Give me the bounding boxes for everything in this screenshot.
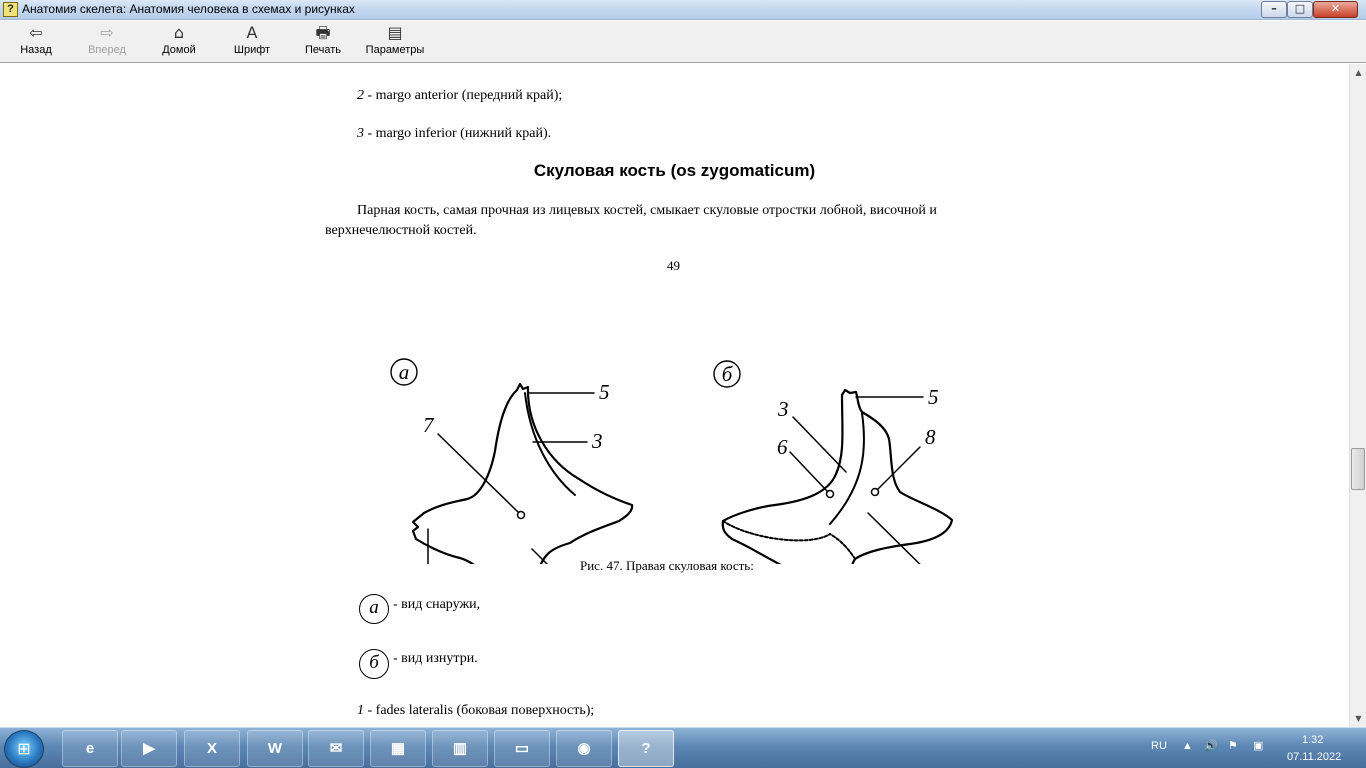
printer-icon: 🖶 <box>315 23 331 42</box>
label-b-6: 6 <box>777 435 788 459</box>
explorer-icon[interactable]: ▭ <box>494 730 550 767</box>
chrome-icon[interactable]: ◉ <box>556 730 612 767</box>
back-arrow-icon: ⇦ <box>29 23 43 42</box>
legend-text-a: - вид снаружи, <box>393 597 481 612</box>
list-item: 1 - fades lateralis (боковая поверхность); <box>357 703 595 718</box>
label-a-5: 5 <box>599 380 610 404</box>
media-player-icon[interactable]: ▶ <box>121 730 177 767</box>
help-icon[interactable]: ? <box>618 730 674 767</box>
scroll-thumb[interactable] <box>1351 448 1365 490</box>
list-item: 3 - margo inferior (нижний край). <box>357 126 552 141</box>
word-icon[interactable]: W <box>247 730 303 767</box>
forward-button[interactable]: ⇨ Вперед <box>77 23 137 61</box>
print-button[interactable]: 🖶 Печать <box>293 23 353 61</box>
scroll-up-icon[interactable]: ▲ <box>1355 68 1362 77</box>
home-icon: ⌂ <box>173 23 185 42</box>
language-indicator[interactable]: RU <box>1151 740 1167 752</box>
legend-text-b: - вид изнутри. <box>393 651 478 666</box>
forward-arrow-icon: ⇨ <box>100 23 114 42</box>
options-icon: ▤ <box>387 23 403 42</box>
toolbar <box>0 21 1366 63</box>
list-item: 2 - margo anterior (передний край); <box>357 88 563 103</box>
body-paragraph: Парная кость, самая прочная из лицевых костей, смыкает скуловые отростки лобной, височной и верхнечелюстной костей. <box>325 203 937 238</box>
bone-outline-a <box>413 384 632 564</box>
page-number: 49 <box>667 258 680 273</box>
close-button[interactable]: ✕ <box>1313 1 1358 18</box>
view-a-letter: а <box>398 360 410 384</box>
flag-icon[interactable]: ⚑ <box>1228 740 1238 752</box>
figure-caption: Рис. 47. Правая скуловая кость: <box>580 558 754 573</box>
font-button[interactable]: A Шрифт <box>222 23 282 61</box>
bone-serrated-b <box>723 521 830 540</box>
bone-ridge-b <box>830 413 864 524</box>
scroll-down-icon[interactable]: ▼ <box>1355 714 1362 723</box>
excel-icon[interactable]: X <box>184 730 240 767</box>
label-b-8: 8 <box>925 425 936 449</box>
help-app-icon: ? <box>3 2 18 17</box>
label-a-3: 3 <box>592 429 603 453</box>
font-icon: A <box>246 23 258 42</box>
tray-arrow-icon[interactable]: ▲ <box>1182 740 1193 752</box>
legend-symbol-b: б <box>359 649 389 679</box>
vertical-scrollbar[interactable] <box>1349 64 1366 727</box>
label-a-7: 7 <box>423 413 434 437</box>
reader-icon[interactable]: ✉ <box>308 730 364 767</box>
minimize-button[interactable]: – <box>1261 1 1287 18</box>
winrar-icon[interactable]: ▥ <box>432 730 488 767</box>
network-icon[interactable]: ▣ <box>1253 740 1264 752</box>
calculator-icon[interactable]: ▦ <box>370 730 426 767</box>
view-b-letter: б <box>721 362 733 386</box>
taskbar <box>0 727 1366 768</box>
title-bar <box>0 0 1366 20</box>
clock-date[interactable]: 07.11.2022 <box>1287 751 1342 763</box>
content-area <box>0 64 1349 727</box>
bone-ridge-a <box>525 393 575 495</box>
legend-symbol-a: а <box>359 594 389 624</box>
volume-icon[interactable]: 🔊 <box>1204 740 1218 752</box>
start-button[interactable]: ⊞ <box>4 730 44 768</box>
section-heading: Скуловая кость (os zygomaticum) <box>533 161 816 180</box>
label-b-3: 3 <box>778 397 789 421</box>
zygomatic-bone-figure <box>380 289 980 564</box>
back-button[interactable]: ⇦ Назад <box>6 23 66 61</box>
home-button[interactable]: ⌂ Домой <box>149 23 209 61</box>
maximize-button[interactable]: □ <box>1287 1 1313 18</box>
clock-time[interactable]: 1:32 <box>1302 734 1324 746</box>
ie-icon[interactable]: e <box>62 730 118 767</box>
window-title: Анатомия скелета: Анатомия человека в схемах и рисунках <box>22 2 355 16</box>
options-button[interactable]: ▤ Параметры <box>365 23 425 56</box>
label-b-5: 5 <box>928 385 939 409</box>
